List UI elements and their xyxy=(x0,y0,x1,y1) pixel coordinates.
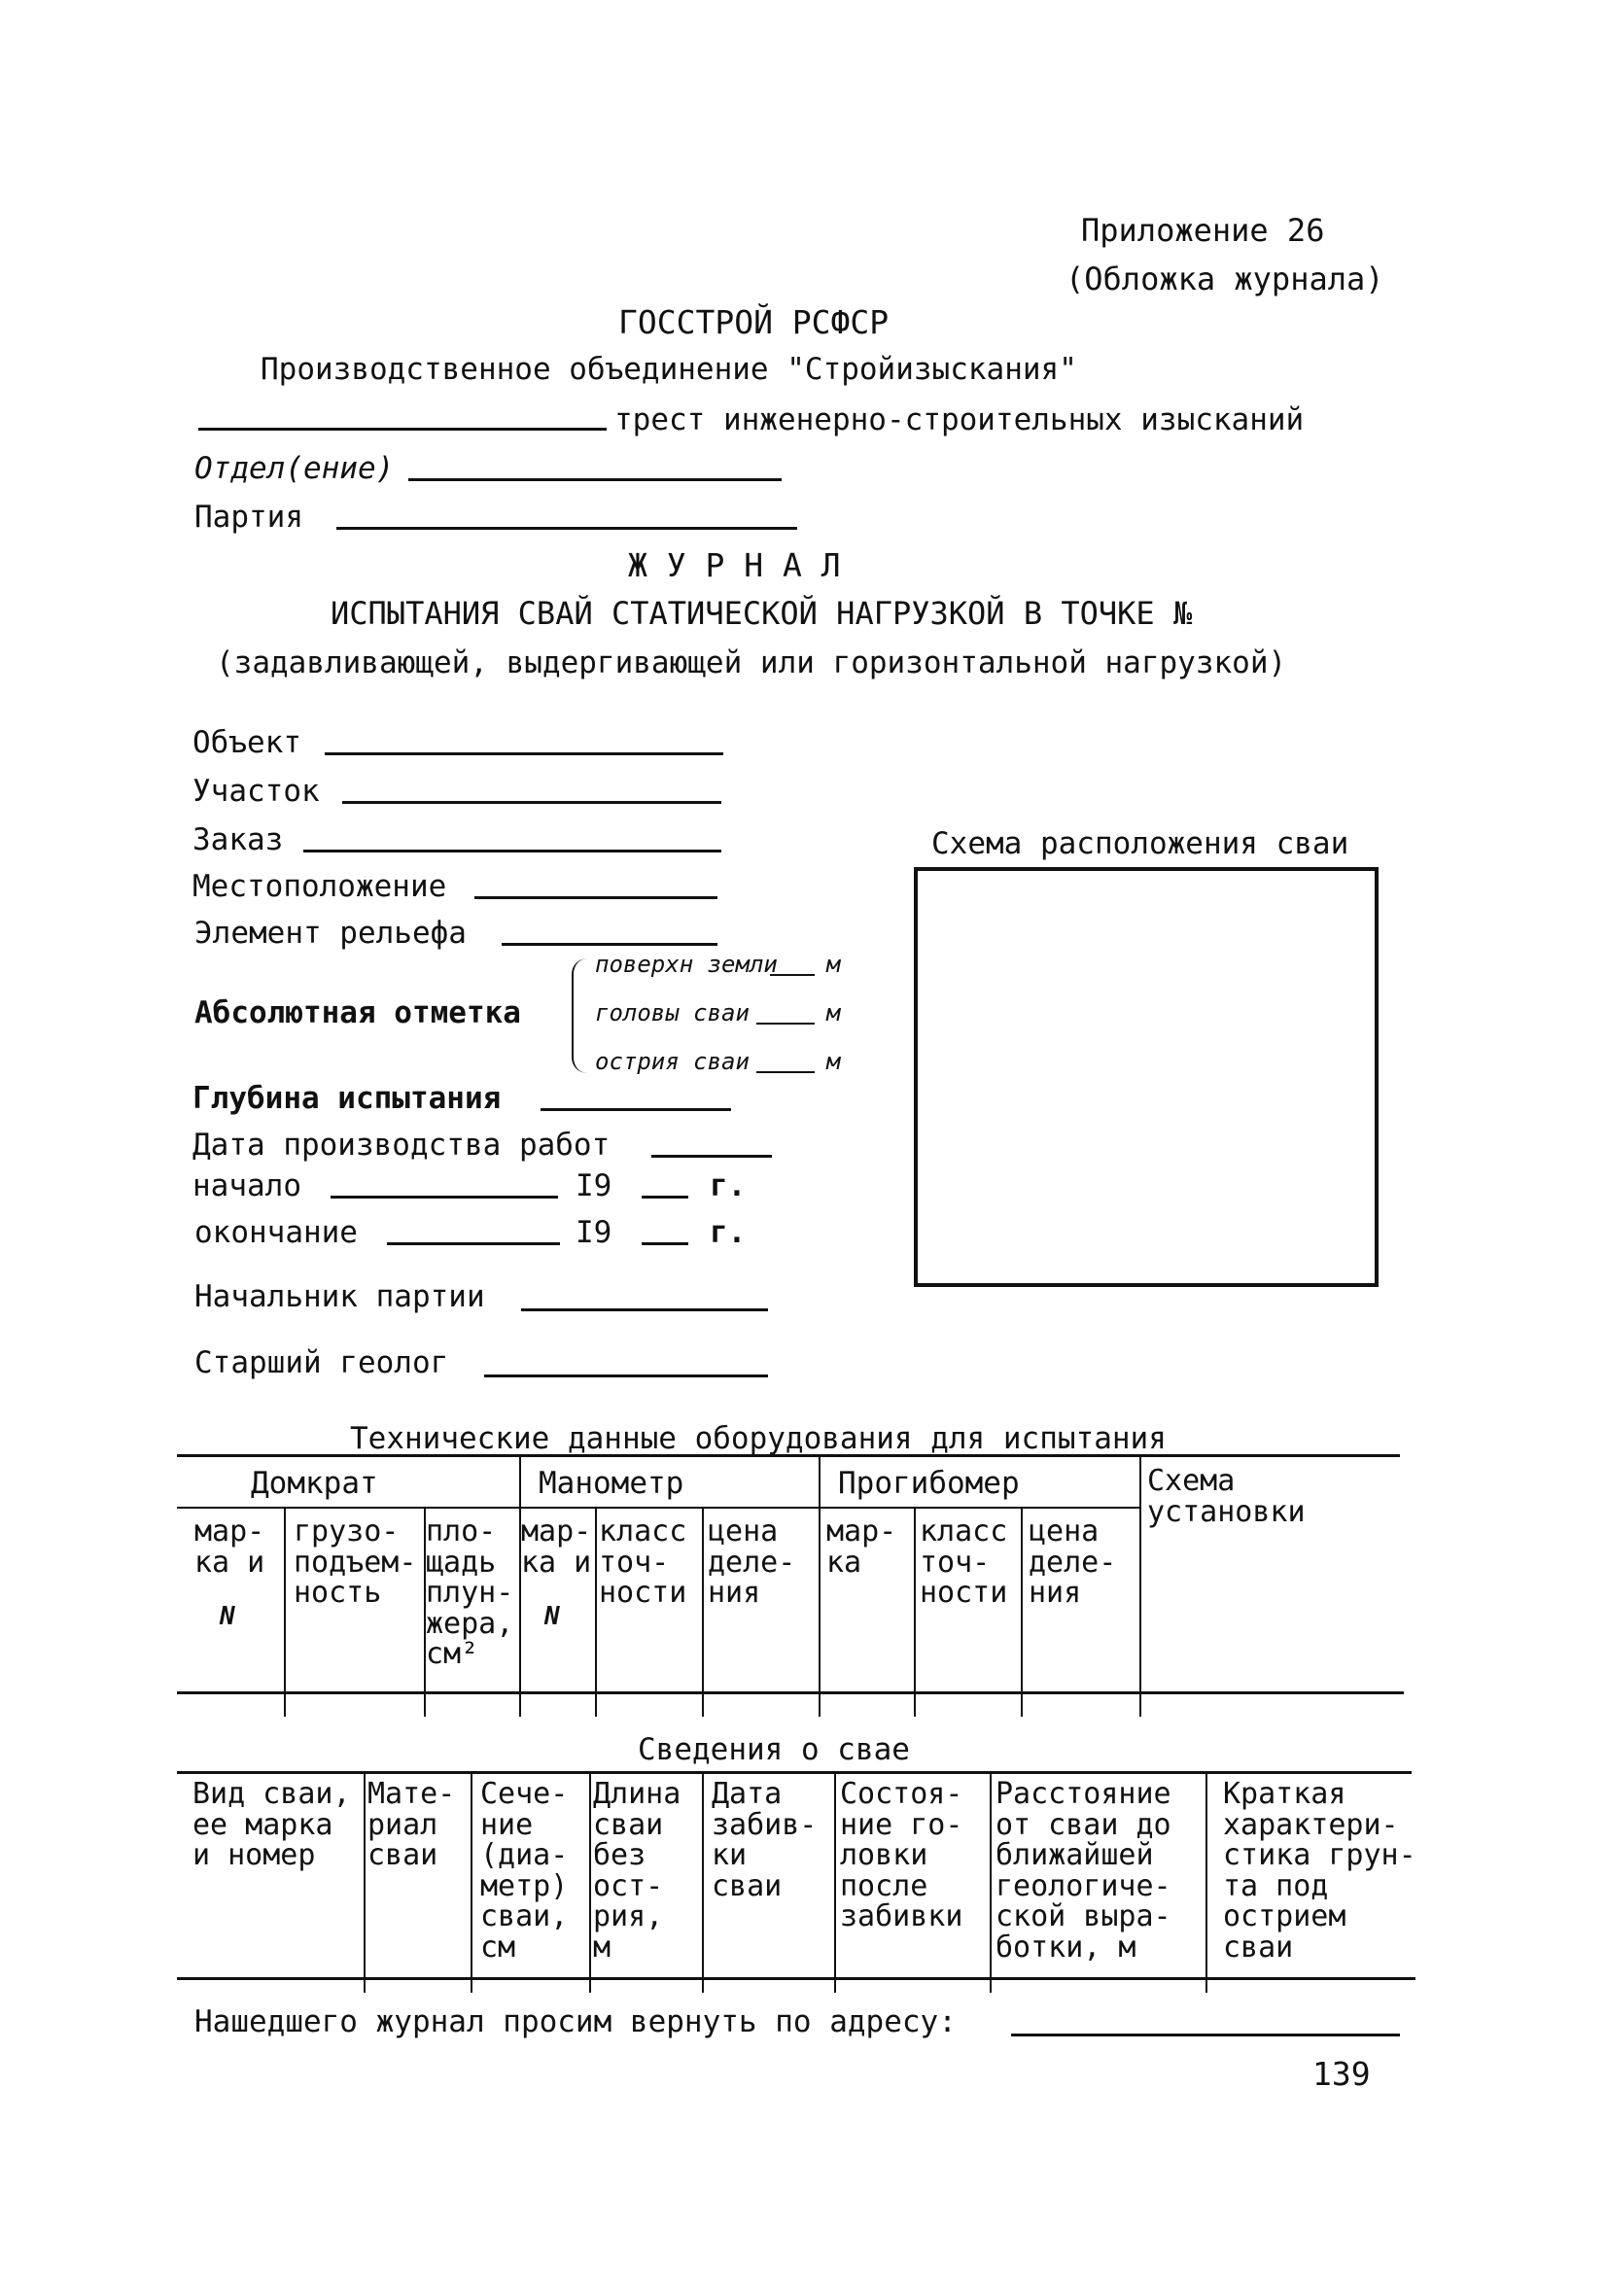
start-g: г. xyxy=(710,1168,747,1203)
eq-col-manometer-class: класс точ- ности xyxy=(599,1514,687,1610)
pile-v-4 xyxy=(702,1773,704,1993)
chief-label: Начальник партии xyxy=(194,1279,485,1314)
department-label: Отдел(ение) xyxy=(194,451,395,486)
scheme-label: Схема расположения сваи xyxy=(931,826,1349,861)
department-blank[interactable] xyxy=(408,478,782,481)
eq-v-3 xyxy=(519,1456,521,1717)
site-blank[interactable] xyxy=(342,801,721,804)
abs-mark-label: Абсолютная отметка xyxy=(194,995,521,1030)
pile-col-section: Сече- ние (диа- метр) сваи, см xyxy=(480,1777,569,1965)
eq-v-4 xyxy=(595,1509,597,1717)
pile-col-material: Мате- риал сваи xyxy=(367,1777,456,1872)
location-label: Местоположение xyxy=(192,869,447,904)
geologist-blank[interactable] xyxy=(484,1374,768,1377)
org-gosstroy: ГОССТРОЙ РСФСР xyxy=(618,303,890,341)
eq-v-8 xyxy=(1021,1509,1023,1717)
pile-v-6 xyxy=(990,1773,992,1993)
eq-v-6 xyxy=(819,1456,821,1717)
pile-v-5 xyxy=(834,1773,836,1993)
end-g: г. xyxy=(710,1215,747,1250)
dates-blank[interactable] xyxy=(651,1155,772,1158)
dates-label: Дата производства работ xyxy=(192,1128,611,1163)
group-deflectometer: Прогибомер xyxy=(838,1466,1020,1501)
pile-top-rule xyxy=(177,1771,1412,1774)
trust-label: трест инженерно-строительных изысканий xyxy=(614,402,1305,437)
group-setup-scheme: Схема установки xyxy=(1147,1464,1306,1529)
org-production: Производственное объединение "Стройизыскания" xyxy=(261,352,1077,387)
chief-blank[interactable] xyxy=(521,1308,768,1311)
eq-col-manometer-mark: мар- ка и xyxy=(521,1514,592,1580)
depth-label: Глубина испытания xyxy=(192,1081,502,1116)
group-jack: Домкрат xyxy=(251,1466,378,1501)
abs-item-head-blank[interactable] xyxy=(756,1023,815,1025)
order-label: Заказ xyxy=(192,822,284,857)
abs-item-ground-unit: м xyxy=(826,951,841,978)
end-blank[interactable] xyxy=(387,1242,560,1245)
start-blank[interactable] xyxy=(331,1196,558,1199)
pile-v-3 xyxy=(589,1773,591,1993)
start-year-blank[interactable] xyxy=(642,1196,688,1199)
journal-subtitle: (задавливающей, выдергивающей или горизонтальной нагрузкой) xyxy=(216,645,1287,680)
object-label: Объект xyxy=(192,725,301,760)
abs-item-tip: острия сваи xyxy=(595,1048,750,1075)
eq-v-7 xyxy=(914,1509,916,1717)
eq-col-deflectometer-division: цена деле- ния xyxy=(1029,1514,1117,1610)
depth-blank[interactable] xyxy=(541,1108,731,1111)
abs-item-head: головы сваи xyxy=(595,999,750,1026)
journal-word: Ж У Р Н А Л xyxy=(628,546,841,584)
pile-col-type: Вид сваи, ее марка и номер xyxy=(192,1777,351,1872)
object-blank[interactable] xyxy=(325,752,723,755)
relief-label: Элемент рельефа xyxy=(194,916,467,951)
pile-col-distance: Расстояние от сваи до ближайшей геологиче- ской выра- ботки, м xyxy=(996,1777,1171,1965)
relief-blank[interactable] xyxy=(502,943,717,946)
pile-col-soil: Краткая характери- стика грун- та под острием сваи xyxy=(1223,1777,1416,1965)
pile-v-7 xyxy=(1205,1773,1207,1993)
abs-item-tip-unit: м xyxy=(826,1048,841,1075)
abs-item-ground-blank[interactable] xyxy=(770,974,815,976)
party-label: Партия xyxy=(194,500,303,535)
equipment-bottom-rule xyxy=(177,1691,1404,1694)
order-blank[interactable] xyxy=(303,850,721,852)
end-year-blank[interactable] xyxy=(642,1242,688,1245)
cover-label: (Обложка журнала) xyxy=(1066,261,1384,297)
pile-col-date: Дата забив- ки сваи xyxy=(712,1777,818,1903)
eq-v-5 xyxy=(702,1509,704,1717)
eq-v-1 xyxy=(284,1509,286,1717)
end-year: I9 xyxy=(576,1215,612,1250)
pile-v-2 xyxy=(471,1773,472,1993)
abs-item-tip-blank[interactable] xyxy=(756,1071,815,1073)
eq-col-manometer-n: N xyxy=(544,1602,560,1631)
site-label: Участок xyxy=(192,774,320,809)
equipment-title: Технические данные оборудования для испытания xyxy=(350,1421,1167,1456)
journal-title: ИСПЫТАНИЯ СВАЙ СТАТИЧЕСКОЙ НАГРУЗКОЙ В ТОЧКЕ № xyxy=(331,595,1193,632)
eq-col-jack-area: пло- щадь плун- жера, см² xyxy=(426,1514,514,1671)
return-label: Нашедшего журнал просим вернуть по адресу: xyxy=(194,2004,957,2039)
appendix-label: Приложение 26 xyxy=(1081,212,1325,249)
pile-bottom-rule xyxy=(177,1977,1415,1980)
eq-col-manometer-division: цена деле- ния xyxy=(708,1514,796,1610)
start-label: начало xyxy=(192,1168,301,1203)
abs-mark-brace xyxy=(572,958,587,1073)
equipment-top-rule xyxy=(177,1454,1400,1457)
page-number: 139 xyxy=(1312,2055,1371,2093)
eq-col-deflectometer-mark: мар- ка xyxy=(826,1514,897,1580)
abs-item-ground: поверхн земли xyxy=(595,951,778,978)
start-year: I9 xyxy=(576,1168,612,1203)
abs-item-head-unit: м xyxy=(826,999,841,1026)
eq-col-jack-n: N xyxy=(220,1602,235,1631)
end-label: окончание xyxy=(194,1215,358,1250)
pile-col-head-state: Состоя- ние го- ловки после забивки xyxy=(840,1777,963,1933)
group-manometer: Манометр xyxy=(539,1466,684,1501)
pile-col-length: Длина сваи без ост- рия, м xyxy=(593,1777,681,1965)
equipment-group-rule xyxy=(177,1507,1139,1509)
pile-v-1 xyxy=(364,1773,366,1993)
return-blank[interactable] xyxy=(1011,2034,1400,2036)
eq-col-jack-capacity: грузо- подъем- ность xyxy=(294,1514,417,1610)
trust-blank[interactable] xyxy=(198,428,607,431)
eq-col-jack-mark: мар- ка и xyxy=(194,1514,265,1580)
eq-col-deflectometer-class: класс точ- ности xyxy=(920,1514,1008,1610)
party-blank[interactable] xyxy=(336,527,797,530)
scheme-box[interactable] xyxy=(914,867,1379,1287)
geologist-label: Старший геолог xyxy=(194,1345,449,1380)
eq-v-9 xyxy=(1139,1456,1141,1717)
pile-title: Сведения о сваe xyxy=(638,1732,910,1767)
location-blank[interactable] xyxy=(474,896,717,899)
